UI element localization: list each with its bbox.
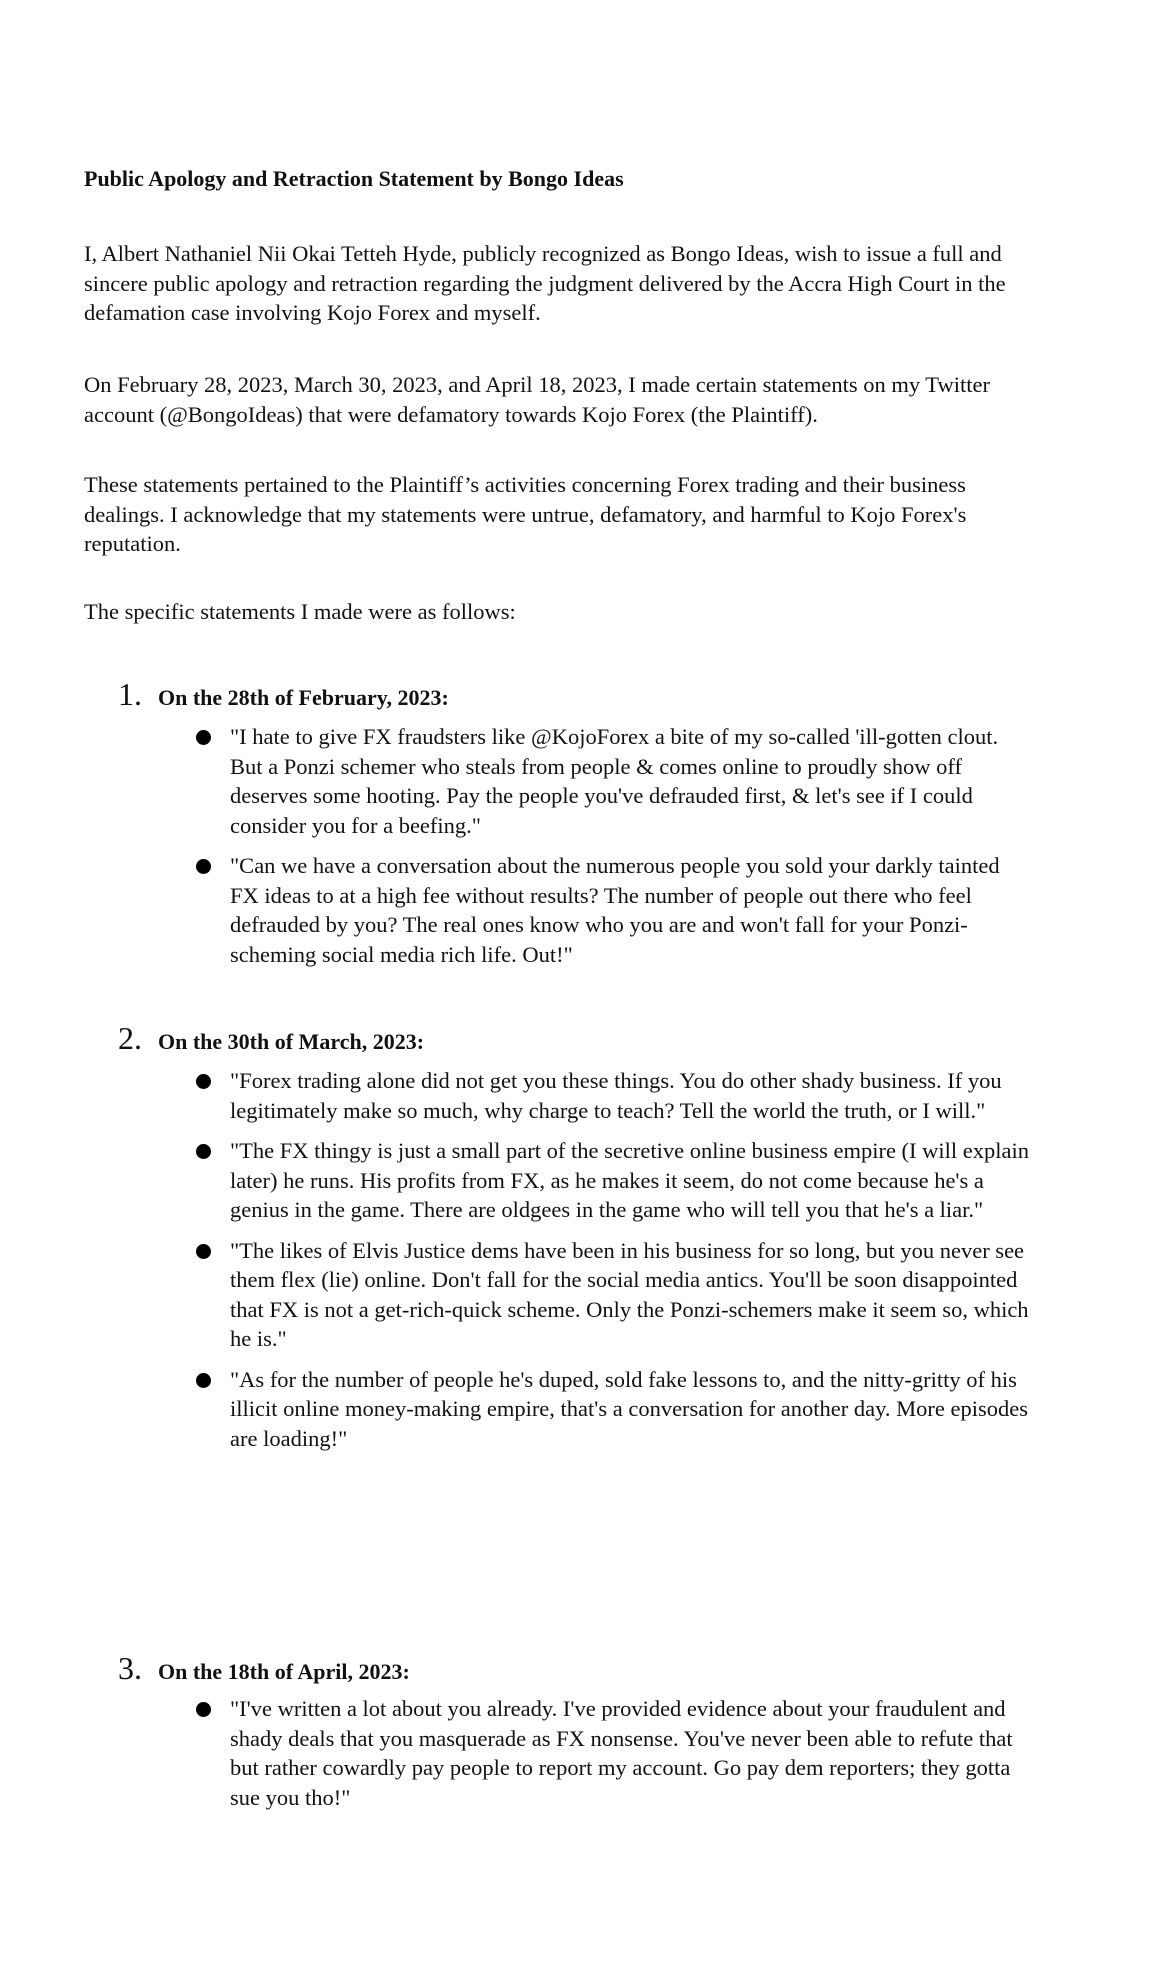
statement-text: "The FX thingy is just a small part of the secretive online business empire (I will explain later) he runs. His profits from FX, as he makes it seem, do not come because he's a genius in the game. There are oldgees in the game who will tell you that he's a liar." — [230, 1138, 1030, 1222]
bullet-dot-icon — [196, 1074, 211, 1089]
statement-text: "Can we have a conversation about the numerous people you sold your darkly tainted FX ideas to at a high fee without results? The number of people out there who feel defrauded by you? The real ones know who you are and won't fall for your Ponzi-scheming social media rich life. Out!" — [230, 853, 1000, 967]
statement-item — [118, 1236, 1032, 1354]
statement-text: "Forex trading alone did not get you these things. You do other shady business. If you legitimately make so much, why charge to teach? Tell the world the truth, or I will." — [230, 1068, 1002, 1123]
statement-list — [118, 1066, 1030, 1453]
section-title: On the 30th of March, 2023: — [158, 1029, 425, 1054]
statement-item — [118, 851, 1032, 969]
statements-lead-paragraph: The specific statements I made were as follows: — [84, 599, 516, 624]
statement-item — [118, 1365, 1032, 1454]
statement-list — [118, 1694, 1018, 1812]
dates-paragraph: On February 28, 2023, March 30, 2023, and April 18, 2023, I made certain statements on my Twitter account (@BongoIdeas) that were defamatory towards Kojo Forex (the Plaintiff). — [84, 372, 990, 427]
acknowledgement-paragraph: These statements pertained to the Plaintiff’s activities concerning Forex trading and their business dealings. I acknowledge that my statements were untrue, defamatory, and harmful to Kojo Forex's reputation. — [84, 472, 967, 556]
bullet-dot-icon — [196, 859, 211, 874]
section-heading — [118, 1018, 1018, 1058]
section-number: 2. — [118, 1020, 142, 1056]
bullet-dot-icon — [196, 1144, 211, 1159]
statement-item — [118, 722, 1032, 840]
section-title: On the 18th of April, 2023: — [158, 1659, 410, 1684]
bullet-dot-icon — [196, 1244, 211, 1259]
bullet-dot-icon — [196, 1702, 211, 1717]
statement-text: "I hate to give FX fraudsters like @KojoForex a bite of my so-called 'ill-gotten clout. But a Ponzi schemer who steals from people & comes online to proudly show off deserves some hooting. Pay the people you've defrauded first, & let's see if I could consider you for a beefing." — [230, 724, 999, 838]
document-title: Public Apology and Retraction Statement by Bongo Ideas — [84, 166, 624, 191]
statement-section-april — [118, 1648, 1018, 1823]
intro-paragraph: I, Albert Nathaniel Nii Okai Tetteh Hyde, publicly recognized as Bongo Ideas, wish to issue a full and sincere public apology and retraction regarding the judgment delivered by the Accra High Court in the defamation case involving Kojo Forex and myself. — [84, 241, 1006, 325]
statement-list — [118, 722, 1018, 969]
statement-text: "I've written a lot about you already. I've provided evidence about your fraudulent and shady deals that you masquerade as FX nonsense. You've never been able to refute that but rather cowardly pay people to report my account. Go pay dem reporters; they gotta sue you tho!" — [230, 1696, 1013, 1810]
section-heading — [118, 1648, 1018, 1688]
section-title: On the 28th of February, 2023: — [158, 685, 449, 710]
section-heading — [118, 674, 1018, 714]
bullet-dot-icon — [196, 1373, 211, 1388]
statement-item — [118, 1136, 1032, 1225]
statement-section-february — [118, 674, 1018, 980]
statement-text: "The likes of Elvis Justice dems have been in his business for so long, but you never see them flex (lie) online. Don't fall for the social media antics. You'll be soon disappointed that FX is not a get-rich-quick scheme. Only the Ponzi-schemers make it seem so, which he is." — [230, 1237, 1029, 1351]
section-number: 3. — [118, 1650, 142, 1686]
section-number: 1. — [118, 676, 142, 712]
statement-section-march — [118, 1018, 1030, 1464]
statement-item — [118, 1694, 1032, 1812]
statement-text: "As for the number of people he's duped, sold fake lessons to, and the nitty-gritty of his illicit online money-making empire, that's a conversation for another day. More episodes are loading!" — [230, 1366, 1028, 1451]
bullet-dot-icon — [196, 730, 211, 745]
statement-item — [118, 1066, 1032, 1125]
